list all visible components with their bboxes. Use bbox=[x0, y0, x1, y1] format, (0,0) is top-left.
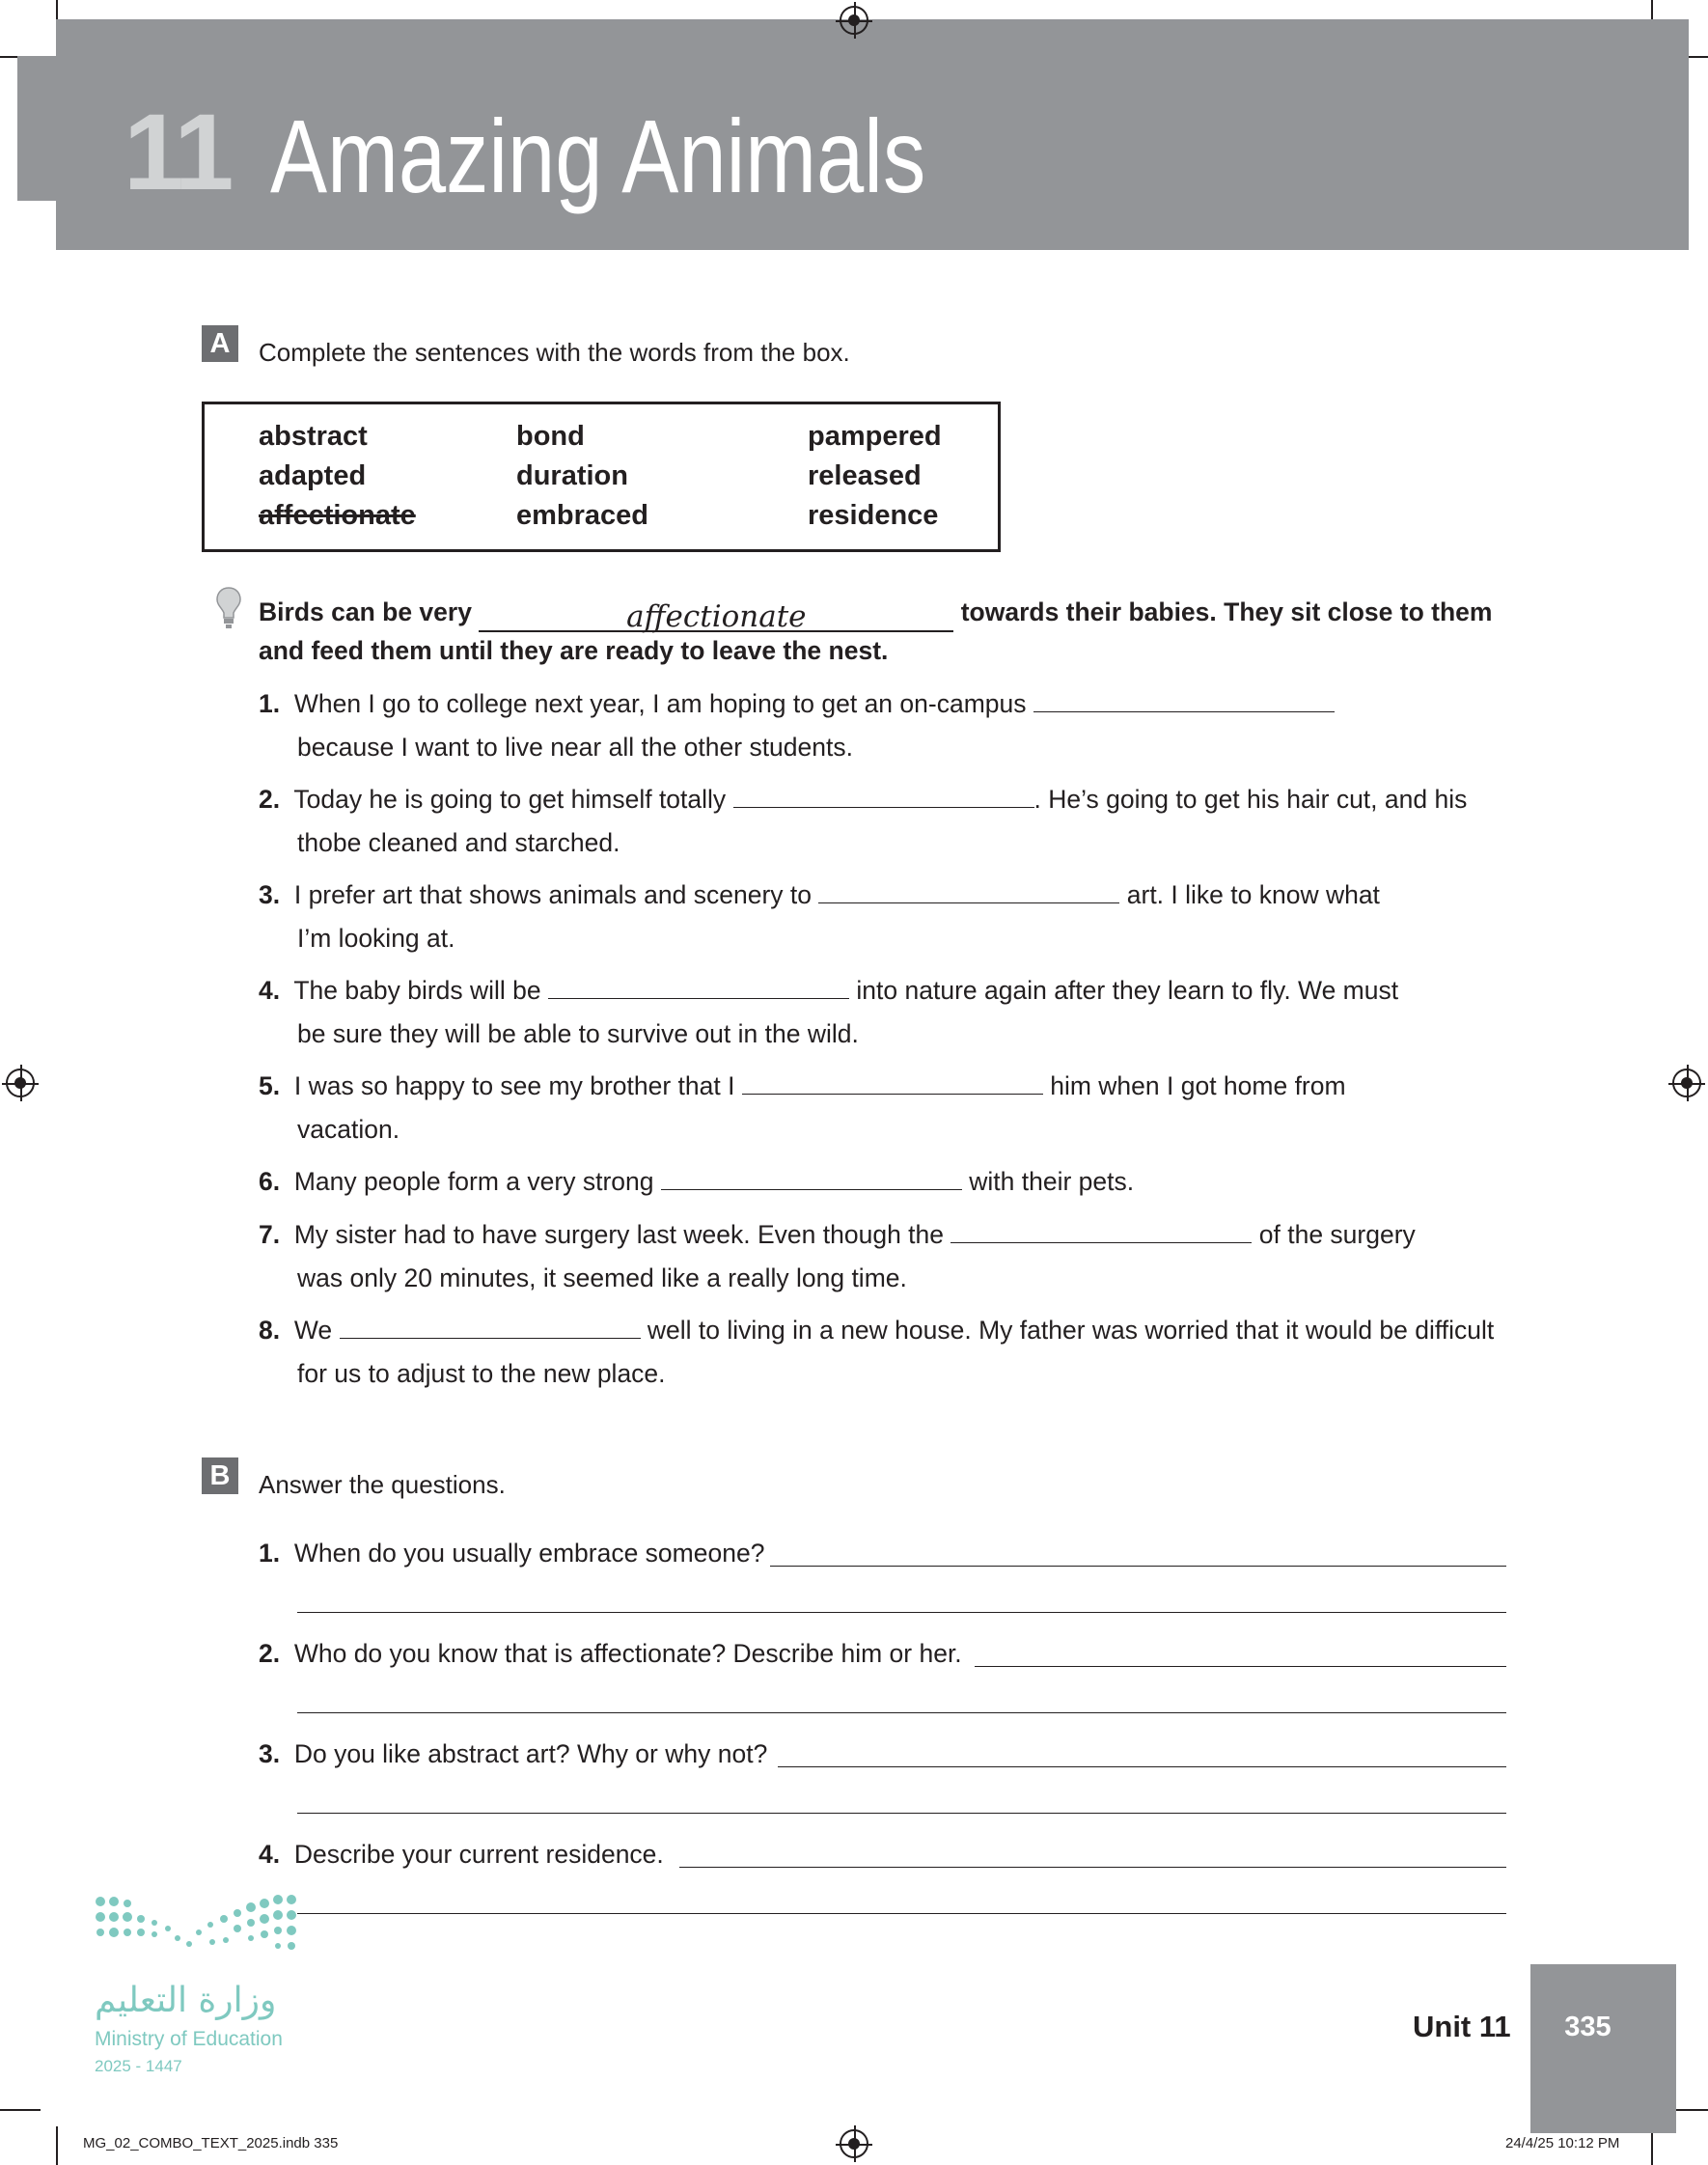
exercise-item bbox=[259, 785, 1467, 815]
answer-blank[interactable] bbox=[661, 1168, 962, 1190]
page-number-box bbox=[1530, 1964, 1676, 2133]
item-text: art. I like to know what bbox=[1126, 880, 1380, 909]
slug-left: MG_02_COMBO_TEXT_2025.indb 335 bbox=[83, 2135, 339, 2151]
item-number: 1. bbox=[259, 689, 281, 718]
page-title: Amazing Animals bbox=[270, 97, 926, 214]
item-text-line2: for us to adjust to the new place. bbox=[297, 1359, 666, 1388]
question-number: 2. bbox=[259, 1639, 281, 1668]
word-box-item: adapted bbox=[259, 460, 367, 491]
item-text-line2: be sure they will be able to survive out in the wild. bbox=[297, 1019, 859, 1048]
answer-blank[interactable] bbox=[1033, 690, 1335, 712]
word-box-item: embraced bbox=[516, 500, 649, 531]
registration-mark-icon bbox=[840, 6, 868, 35]
item-text-line2: I’m looking at. bbox=[297, 924, 455, 953]
logo-arabic-text: وزارة التعليم bbox=[95, 1981, 277, 2020]
item-text: We bbox=[293, 1316, 333, 1345]
exercise-item bbox=[259, 880, 1380, 910]
question-text: Describe your current residence. bbox=[293, 1840, 664, 1869]
word-box-item: released bbox=[808, 460, 922, 491]
item-text: The baby birds will be bbox=[293, 976, 541, 1005]
question-number: 4. bbox=[259, 1840, 281, 1869]
item-text: Many people form a very strong bbox=[293, 1167, 654, 1196]
section-b-badge: B bbox=[202, 1457, 238, 1494]
exercise-item bbox=[259, 1316, 1494, 1346]
question-item bbox=[259, 1840, 664, 1870]
exercise-item bbox=[259, 1167, 1134, 1197]
crop-mark bbox=[56, 2126, 58, 2165]
answer-line[interactable] bbox=[975, 1666, 1506, 1667]
answer-line[interactable] bbox=[297, 1712, 1506, 1713]
answer-line[interactable] bbox=[770, 1566, 1506, 1567]
item-text: with their pets. bbox=[969, 1167, 1135, 1196]
example-line-2: and feed them until they are ready to leave the nest. bbox=[259, 636, 889, 665]
answer-blank[interactable] bbox=[733, 786, 1034, 808]
answer-line[interactable] bbox=[297, 1612, 1506, 1613]
example-line-1 bbox=[259, 597, 1492, 632]
example-text-after: towards their babies. They sit close to them bbox=[960, 597, 1493, 626]
page-number: 335 bbox=[1564, 2012, 1612, 2042]
question-number: 3. bbox=[259, 1739, 281, 1768]
question-item bbox=[259, 1739, 767, 1769]
answer-line[interactable] bbox=[297, 1913, 1506, 1914]
item-text: Today he is going to get himself totally bbox=[293, 785, 727, 814]
registration-mark-icon bbox=[1672, 1069, 1701, 1097]
item-text: When I go to college next year, I am hoping to get an on-campus bbox=[293, 689, 1027, 718]
item-text-line2: was only 20 minutes, it seemed like a really long time. bbox=[297, 1263, 907, 1292]
unit-number: 11 bbox=[124, 92, 231, 212]
item-text: . He’s going to get his hair cut, and his bbox=[1033, 785, 1468, 814]
question-item bbox=[259, 1639, 962, 1669]
crop-mark bbox=[0, 2109, 41, 2111]
ministry-logo-icon bbox=[93, 1894, 305, 1961]
word-box-item: duration bbox=[516, 460, 628, 491]
answer-blank[interactable] bbox=[340, 1317, 641, 1339]
exercise-item bbox=[259, 1071, 1346, 1101]
answer-blank[interactable] bbox=[548, 977, 849, 999]
item-text: well to living in a new house. My father was worried that it would be difficult bbox=[647, 1316, 1495, 1345]
item-text-line2: thobe cleaned and starched. bbox=[297, 828, 620, 857]
item-number: 7. bbox=[259, 1220, 281, 1249]
item-number: 8. bbox=[259, 1316, 281, 1345]
answer-blank[interactable] bbox=[950, 1221, 1252, 1243]
section-b-instruction: Answer the questions. bbox=[259, 1470, 506, 1499]
example-answer: affectionate bbox=[626, 599, 807, 634]
item-text: of the surgery bbox=[1258, 1220, 1416, 1249]
registration-mark-icon bbox=[840, 2129, 868, 2158]
word-box-item: pampered bbox=[808, 421, 942, 452]
header-tab bbox=[17, 56, 58, 201]
logo-year-text: 2025 - 1447 bbox=[95, 2057, 182, 2075]
unit-label: Unit 11 bbox=[1413, 2010, 1511, 2043]
exercise-item bbox=[259, 976, 1398, 1006]
word-box-item: residence bbox=[808, 500, 939, 531]
item-text: I prefer art that shows animals and scenery to bbox=[293, 880, 812, 909]
answer-line[interactable] bbox=[679, 1867, 1506, 1868]
example-text-before: Birds can be very bbox=[259, 597, 472, 626]
word-box-item: bond bbox=[516, 421, 585, 452]
item-number: 3. bbox=[259, 880, 281, 909]
lightbulb-icon bbox=[214, 585, 243, 631]
answer-blank[interactable] bbox=[742, 1072, 1043, 1095]
item-number: 6. bbox=[259, 1167, 281, 1196]
answer-line[interactable] bbox=[778, 1766, 1506, 1767]
registration-mark-icon bbox=[6, 1069, 35, 1097]
exercise-item bbox=[259, 689, 1335, 719]
logo-english-text: Ministry of Education bbox=[95, 2028, 283, 2050]
slug-right: 24/4/25 10:12 PM bbox=[1505, 2135, 1620, 2151]
question-text: Do you like abstract art? Why or why not? bbox=[293, 1739, 768, 1768]
exercise-item bbox=[259, 1220, 1416, 1250]
question-text: Who do you know that is affectionate? Describe him or her. bbox=[293, 1639, 962, 1668]
answer-blank[interactable] bbox=[818, 881, 1119, 903]
item-number: 4. bbox=[259, 976, 281, 1005]
question-text: When do you usually embrace someone? bbox=[293, 1539, 765, 1568]
answer-line[interactable] bbox=[297, 1813, 1506, 1814]
word-box-item: abstract bbox=[259, 421, 368, 452]
item-number: 5. bbox=[259, 1071, 281, 1100]
item-text: I was so happy to see my brother that I bbox=[293, 1071, 735, 1100]
item-text-line2: vacation. bbox=[297, 1115, 400, 1144]
section-a-badge: A bbox=[202, 325, 238, 362]
item-text: My sister had to have surgery last week. Even though the bbox=[293, 1220, 945, 1249]
item-number: 2. bbox=[259, 785, 281, 814]
question-item bbox=[259, 1539, 764, 1568]
example-answer-blank bbox=[479, 599, 953, 632]
item-text: him when I got home from bbox=[1050, 1071, 1346, 1100]
section-a-instruction: Complete the sentences with the words from the box. bbox=[259, 338, 850, 367]
item-text-line2: because I want to live near all the other students. bbox=[297, 733, 853, 762]
question-number: 1. bbox=[259, 1539, 281, 1568]
word-box-item-used: affectionate bbox=[259, 500, 416, 531]
item-text: into nature again after they learn to fly. We must bbox=[856, 976, 1399, 1005]
